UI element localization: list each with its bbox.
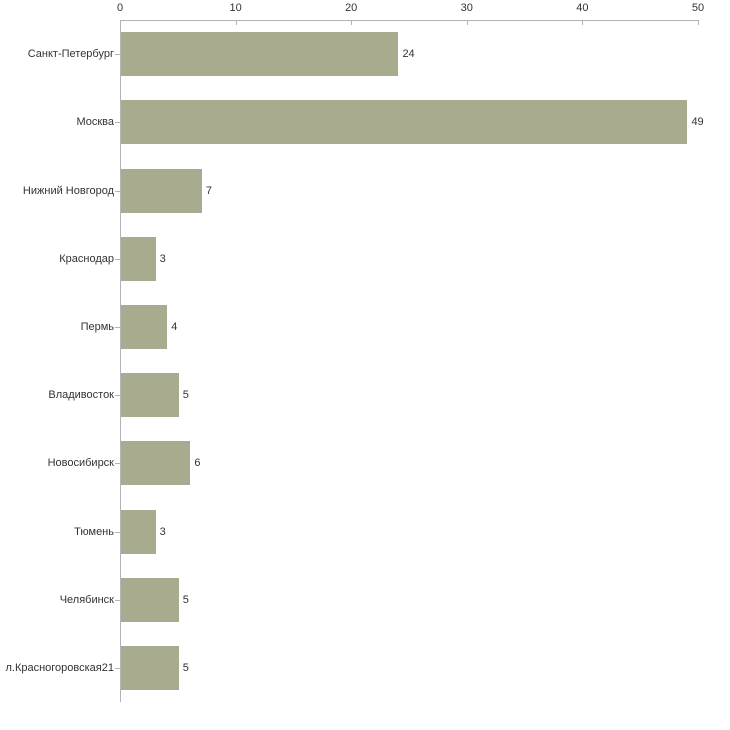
bar-value-label: 7 — [205, 184, 213, 197]
bar-value-label: 6 — [194, 457, 201, 470]
y-axis-tick — [115, 327, 120, 328]
x-axis-tick-label: 0 — [116, 2, 124, 14]
category-label: Челябинск — [59, 593, 114, 606]
x-axis-tick-label: 10 — [229, 2, 242, 14]
y-axis-tick — [115, 54, 120, 55]
bar-value-label: 3 — [159, 252, 166, 265]
category-label: Тюмень — [74, 525, 114, 538]
category-label: Санкт-Петербург — [27, 48, 114, 61]
y-axis-tick — [115, 463, 120, 464]
bar[interactable] — [121, 510, 156, 554]
y-axis-tick — [115, 600, 120, 601]
x-axis-tick — [698, 20, 699, 25]
bar-value-label: 5 — [182, 661, 189, 674]
category-label: Краснодар — [59, 252, 114, 265]
category-label: Москва — [76, 116, 114, 129]
y-axis-tick — [115, 191, 120, 192]
bar-value-label: 49 — [691, 116, 704, 129]
bar[interactable] — [121, 169, 202, 213]
bar[interactable] — [121, 373, 179, 417]
x-axis-tick-label: 20 — [345, 2, 358, 14]
bar[interactable] — [121, 237, 156, 281]
bar[interactable] — [121, 646, 179, 690]
y-axis-tick — [115, 668, 120, 669]
x-axis-tick — [582, 20, 583, 25]
bar-value-label: 3 — [159, 525, 166, 538]
bar-value-label: 5 — [182, 389, 189, 402]
bar-value-label: 24 — [402, 48, 415, 61]
plot-area — [5, 2, 705, 702]
category-label: л.Красногоровская21 — [5, 661, 114, 674]
y-axis-tick — [115, 395, 120, 396]
y-axis-tick — [115, 259, 120, 260]
y-axis-tick — [115, 532, 120, 533]
x-axis-tick — [236, 20, 237, 25]
category-label: Пермь — [80, 320, 114, 333]
category-label: Нижний Новгород — [22, 184, 114, 197]
category-label: Владивосток — [48, 389, 114, 402]
x-axis-tick — [351, 20, 352, 25]
bar[interactable] — [121, 305, 167, 349]
x-axis-tick-label: 30 — [460, 2, 473, 14]
bar[interactable] — [121, 32, 398, 76]
x-axis-tick-label: 50 — [691, 2, 705, 14]
category-label: Новосибирск — [47, 457, 114, 470]
bar[interactable] — [121, 578, 179, 622]
bar-value-label: 5 — [182, 593, 189, 606]
bar[interactable] — [121, 441, 190, 485]
x-axis-tick — [120, 20, 121, 25]
bar-value-label: 4 — [171, 320, 178, 333]
x-axis-tick — [467, 20, 468, 25]
x-axis-tick-label: 40 — [576, 2, 589, 14]
bar[interactable] — [121, 100, 687, 144]
y-axis-tick — [115, 122, 120, 123]
